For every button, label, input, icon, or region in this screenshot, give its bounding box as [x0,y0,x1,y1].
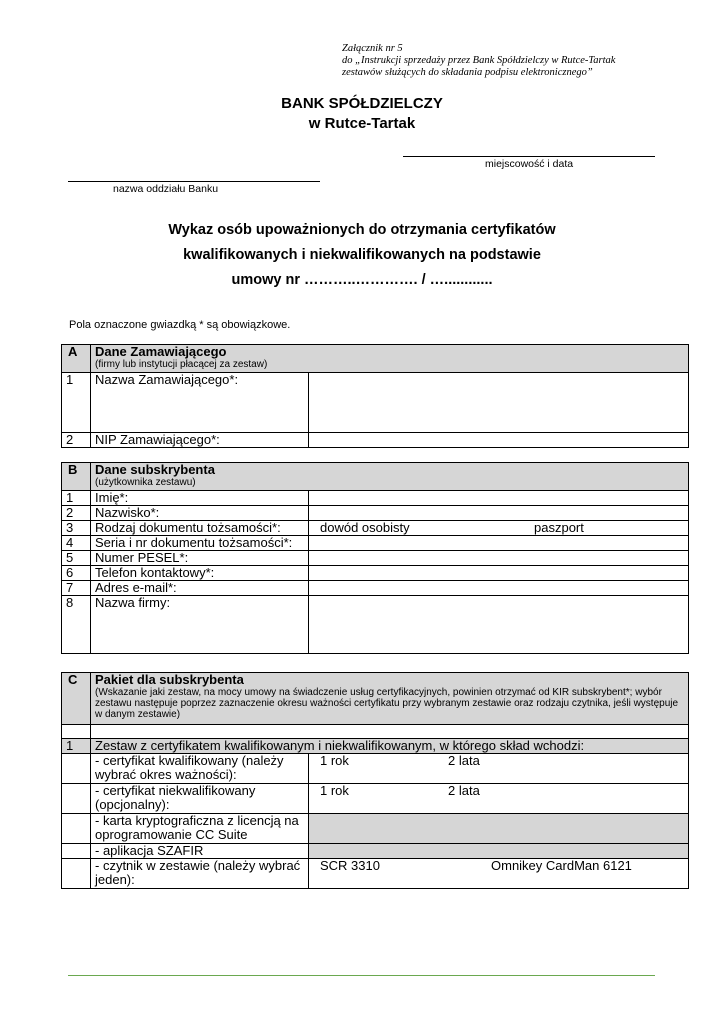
row-number: 7 [62,581,91,596]
table-row [62,536,689,551]
row-number: 8 [62,596,91,654]
attachment-line-2: do „Instrukcji sprzedaży przez Bank Spółdzielczy w Rutce-Tartak [342,55,616,66]
reader-options [309,859,689,889]
table-row [62,433,689,448]
table-row [62,506,689,521]
section-b-letter: B [62,463,91,491]
table-row [62,754,689,784]
table-row [62,373,689,433]
id-card-option[interactable]: dowód osobisty [320,520,410,535]
section-c-subtitle: (Wskazanie jaki zestaw, na mocy umowy na świadczenie usług certyfikacyjnych, powinien otrzymać od KIR subskrybent*; wybór zestawu następuje poprzez zaznaczenie okresu ważności certyfikatu przy wybranym zestawie oraz rodzaju czytnika, jeśli występuje w danym zestawie) [95,687,679,720]
section-a-title: Dane Zamawiającego [95,344,227,359]
empty-cell [62,844,91,859]
empty-cell [62,754,91,784]
empty-cell [62,784,91,814]
section-c-header [91,673,689,725]
required-note: Pola oznaczone gwiazdką * są obowiązkowe. [69,319,291,331]
row-number: 6 [62,566,91,581]
customer-nip-label: NIP Zamawiającego*: [91,433,309,448]
customer-name-label: Nazwa Zamawiającego*: [91,373,309,433]
row-number: 4 [62,536,91,551]
attachment-note [342,43,615,79]
reader-scr3310-option[interactable]: SCR 3310 [320,858,380,873]
first-name-label: Imię*: [91,491,309,506]
qualified-cert-label: - certyfikat kwalifikowany (należy wybrać okres ważności): [91,754,309,784]
pesel-label: Numer PESEL*: [91,551,309,566]
szafir-app-label: - aplikacja SZAFIR [91,844,309,859]
customer-nip-field[interactable] [309,433,689,448]
szafir-app-cell [309,844,689,859]
section-a-table [61,344,689,448]
qualified-cert-options [309,754,689,784]
section-a-letter: A [62,345,91,373]
heading-line-2: kwalifikowanych i niekwalifikowanych na podstawie [183,247,541,263]
last-name-label: Nazwisko*: [91,506,309,521]
spacer-row [62,725,689,739]
section-c-table [61,672,689,889]
empty-cell [62,814,91,844]
id-document-number-field[interactable] [309,536,689,551]
bank-name: BANK SPÓŁDZIELCZY [281,95,443,112]
company-name-label: Nazwa firmy: [91,596,309,654]
unqualified-2-years-option[interactable]: 2 lata [448,783,480,798]
heading-line-1: Wykaz osób upoważnionych do otrzymania certyfikatów [168,222,556,238]
set-number: 1 [62,739,91,754]
email-field[interactable] [309,581,689,596]
section-c-letter: C [62,673,91,725]
branch-line[interactable] [68,181,320,182]
empty-cell [62,859,91,889]
phone-label: Telefon kontaktowy*: [91,566,309,581]
bank-location: w Rutce-Tartak [308,115,416,132]
section-c-title: Pakiet dla subskrybenta [95,672,244,687]
qualified-2-years-option[interactable]: 2 lata [448,753,480,768]
table-row [62,491,689,506]
section-a-subtitle: (firmy lub instytucji płacącej za zestaw) [95,359,268,370]
unqualified-cert-label: - certyfikat niekwalifikowany (opcjonalny): [91,784,309,814]
phone-field[interactable] [309,566,689,581]
pesel-field[interactable] [309,551,689,566]
table-row [62,596,689,654]
section-b-header [91,463,689,491]
footer-divider [68,975,655,976]
unqualified-1-year-option[interactable]: 1 rok [320,783,349,798]
spacer-cell [62,725,91,739]
section-b-title: Dane subskrybenta [95,462,215,477]
qualified-1-year-option[interactable]: 1 rok [320,753,349,768]
table-row [62,844,689,859]
attachment-line-1: Załącznik nr 5 [342,43,403,54]
customer-name-field[interactable] [309,373,689,433]
table-row [62,814,689,844]
company-name-field[interactable] [309,596,689,654]
table-row [62,521,689,536]
place-date-line[interactable] [403,156,655,157]
row-number: 3 [62,521,91,536]
last-name-field[interactable] [309,506,689,521]
email-label: Adres e-mail*: [91,581,309,596]
table-row [62,551,689,566]
table-row [62,784,689,814]
section-b-table [61,462,689,654]
first-name-field[interactable] [309,491,689,506]
table-row [62,581,689,596]
id-document-type-label: Rodzaj dokumentu tożsamości*: [91,521,309,536]
spacer-cell [91,725,689,739]
crypto-card-label: - karta kryptograficzna z licencją na oprogramowanie CC Suite [91,814,309,844]
set-title: Zestaw z certyfikatem kwalifikowanym i niekwalifikowanym, w którego skład wchodzi: [91,739,689,754]
row-number: 5 [62,551,91,566]
section-b-subtitle: (użytkownika zestawu) [95,477,196,488]
reader-label: - czytnik w zestawie (należy wybrać jeden): [91,859,309,889]
row-number: 1 [62,373,91,433]
section-a-header [91,345,689,373]
unqualified-cert-options [309,784,689,814]
branch-label: nazwa oddziału Banku [113,183,219,195]
row-number: 1 [62,491,91,506]
table-row [62,566,689,581]
set-row [62,739,689,754]
reader-omnikey-option[interactable]: Omnikey CardMan 6121 [491,858,632,873]
place-date-label: miejscowość i data [485,158,574,170]
passport-option[interactable]: paszport [534,520,584,535]
id-document-number-label: Seria i nr dokumentu tożsamości*: [91,536,309,551]
row-number: 2 [62,433,91,448]
heading-line-3: umowy nr ………..…………. / …............ [231,272,493,288]
id-document-type-options [309,521,689,536]
attachment-line-3: zestawów służących do składania podpisu elektronicznego” [342,67,593,78]
table-row [62,859,689,889]
crypto-card-cell [309,814,689,844]
row-number: 2 [62,506,91,521]
